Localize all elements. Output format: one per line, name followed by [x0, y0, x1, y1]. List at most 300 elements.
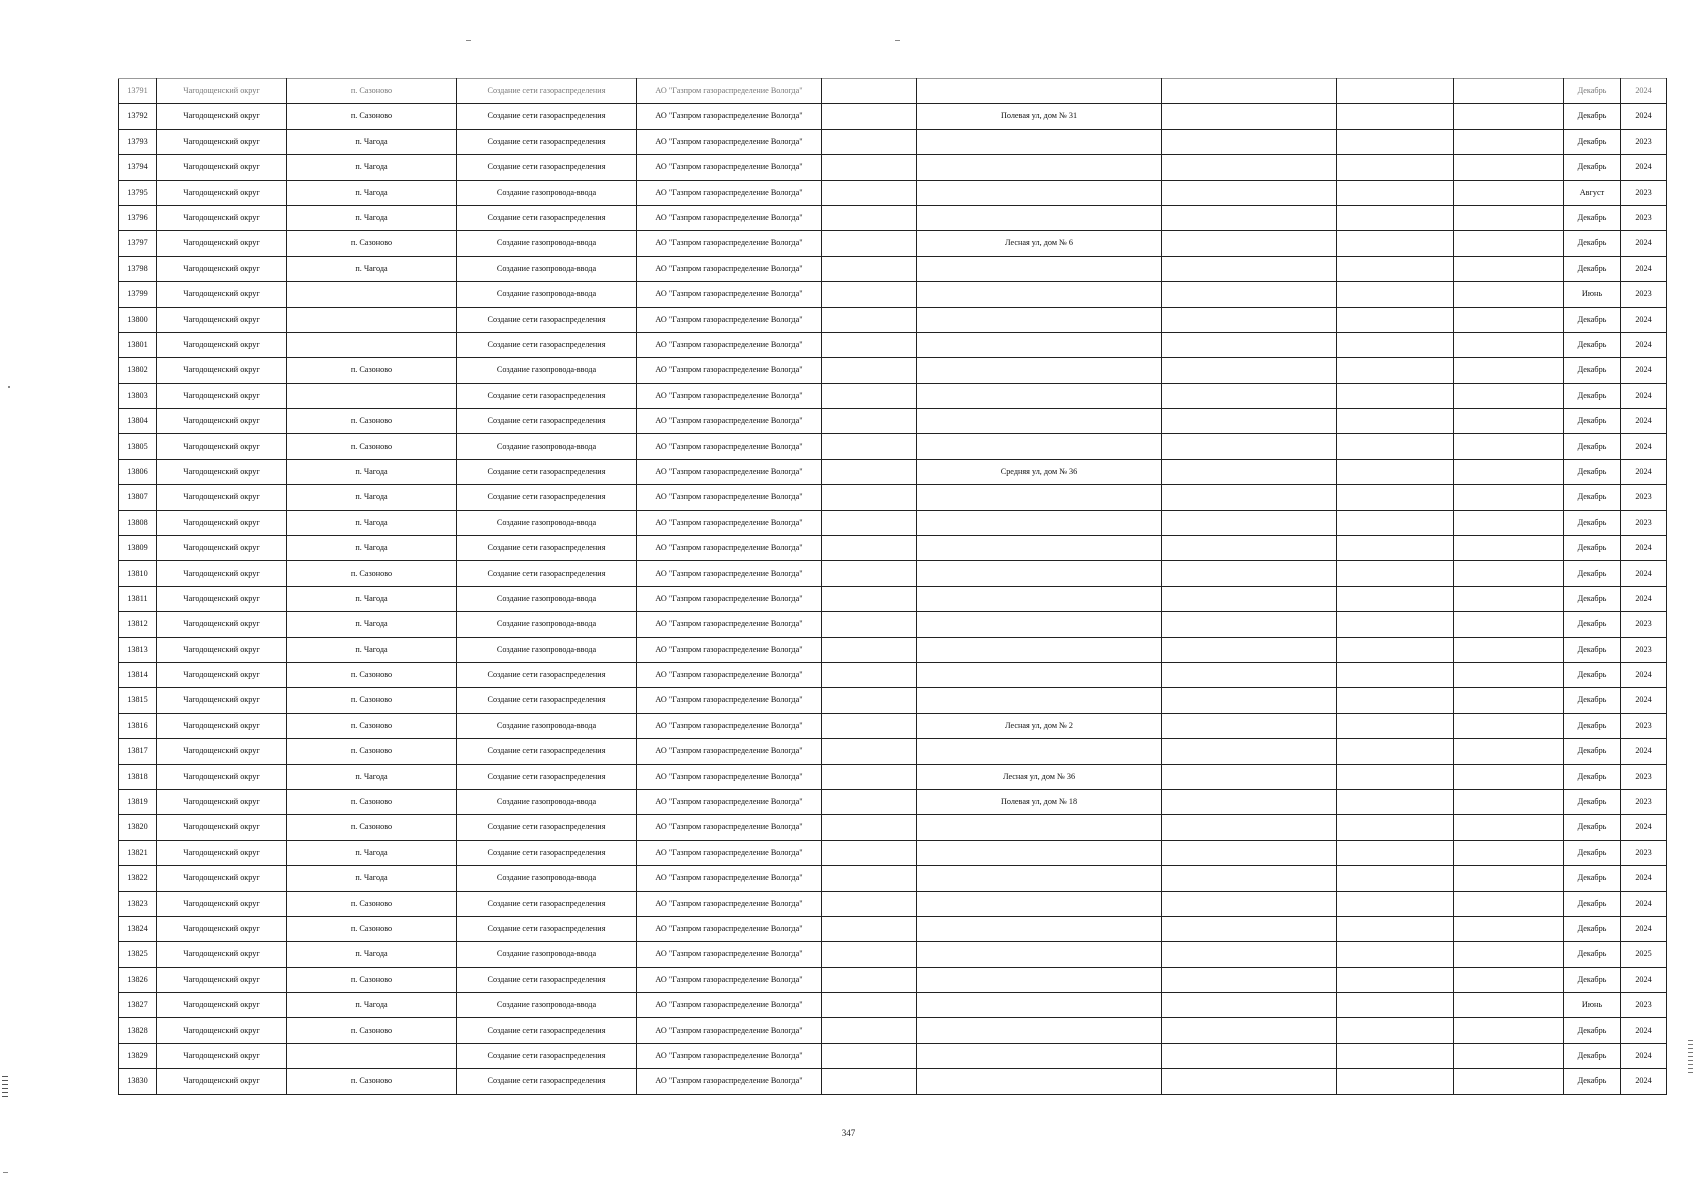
scan-edge-marks-right: [1688, 1040, 1693, 1076]
cell-district: Чагодощенский округ: [157, 713, 287, 738]
cell-district: Чагодощенский округ: [157, 282, 287, 307]
cell-blank1: [1162, 1043, 1337, 1068]
table-row: [119, 180, 1667, 205]
cell-organization: АО "Газпром газораспределение Вологда": [637, 358, 822, 383]
cell-address: [917, 155, 1162, 180]
cell-blank3: [1454, 688, 1564, 713]
cell-cadastral: [822, 459, 917, 484]
cell-blank1: [1162, 967, 1337, 992]
cell-month: Декабрь: [1564, 967, 1621, 992]
cell-address: [917, 866, 1162, 891]
cell-organization: АО "Газпром газораспределение Вологда": [637, 485, 822, 510]
cell-blank2: [1337, 155, 1454, 180]
cell-year: 2024: [1621, 256, 1667, 281]
table-row: [119, 358, 1667, 383]
cell-address: [917, 1018, 1162, 1043]
cell-no: 13821: [119, 840, 157, 865]
cell-month: Декабрь: [1564, 155, 1621, 180]
cell-blank3: [1454, 307, 1564, 332]
cell-work: Создание сети газораспределения: [457, 662, 637, 687]
cell-cadastral: [822, 205, 917, 230]
cell-no: 13806: [119, 459, 157, 484]
cell-year: 2024: [1621, 231, 1667, 256]
cell-no: 13830: [119, 1069, 157, 1094]
cell-no: 13819: [119, 789, 157, 814]
cell-address: [917, 815, 1162, 840]
cell-year: 2024: [1621, 688, 1667, 713]
cell-address: [917, 1069, 1162, 1094]
cell-blank1: [1162, 409, 1337, 434]
cell-organization: АО "Газпром газораспределение Вологда": [637, 383, 822, 408]
cell-locality: п. Сазоново: [287, 739, 457, 764]
cell-address: Лесная ул, дом № 36: [917, 764, 1162, 789]
cell-blank3: [1454, 180, 1564, 205]
cell-locality: п. Сазоново: [287, 358, 457, 383]
cell-month: Декабрь: [1564, 1018, 1621, 1043]
cell-locality: п. Чагода: [287, 866, 457, 891]
cell-blank2: [1337, 332, 1454, 357]
cell-blank3: [1454, 1043, 1564, 1068]
cell-organization: АО "Газпром газораспределение Вологда": [637, 1043, 822, 1068]
cell-locality: п. Чагода: [287, 155, 457, 180]
cell-organization: АО "Газпром газораспределение Вологда": [637, 459, 822, 484]
cell-locality: п. Чагода: [287, 942, 457, 967]
cell-organization: АО "Газпром газораспределение Вологда": [637, 789, 822, 814]
cell-blank3: [1454, 282, 1564, 307]
cell-blank2: [1337, 688, 1454, 713]
cell-district: Чагодощенский округ: [157, 104, 287, 129]
cell-district: Чагодощенский округ: [157, 1018, 287, 1043]
cell-month: Декабрь: [1564, 586, 1621, 611]
cell-blank2: [1337, 256, 1454, 281]
cell-no: 13822: [119, 866, 157, 891]
cell-year: 2024: [1621, 967, 1667, 992]
cell-district: Чагодощенский округ: [157, 155, 287, 180]
cell-blank2: [1337, 307, 1454, 332]
table-row: [119, 307, 1667, 332]
cell-locality: п. Сазоново: [287, 79, 457, 104]
cell-no: 13824: [119, 916, 157, 941]
cell-work: Создание сети газораспределения: [457, 967, 637, 992]
cell-month: Декабрь: [1564, 815, 1621, 840]
cell-month: Декабрь: [1564, 383, 1621, 408]
cell-blank3: [1454, 231, 1564, 256]
cell-no: 13814: [119, 662, 157, 687]
cell-cadastral: [822, 536, 917, 561]
cell-work: Создание газопровода-ввода: [457, 586, 637, 611]
cell-district: Чагодощенский округ: [157, 510, 287, 535]
scan-mark-top-right: [895, 40, 900, 41]
cell-blank2: [1337, 129, 1454, 154]
cell-address: [917, 739, 1162, 764]
cell-blank2: [1337, 1018, 1454, 1043]
cell-address: [917, 637, 1162, 662]
cell-month: Декабрь: [1564, 866, 1621, 891]
cell-blank3: [1454, 586, 1564, 611]
cell-blank2: [1337, 536, 1454, 561]
cell-month: Декабрь: [1564, 104, 1621, 129]
cell-no: 13800: [119, 307, 157, 332]
cell-blank2: [1337, 231, 1454, 256]
cell-blank3: [1454, 916, 1564, 941]
page-number: 347: [841, 1128, 856, 1138]
table-row: [119, 739, 1667, 764]
cell-blank2: [1337, 789, 1454, 814]
cell-year: 2023: [1621, 713, 1667, 738]
cell-locality: п. Сазоново: [287, 688, 457, 713]
cell-district: Чагодощенский округ: [157, 1043, 287, 1068]
cell-organization: АО "Газпром газораспределение Вологда": [637, 916, 822, 941]
cell-organization: АО "Газпром газораспределение Вологда": [637, 205, 822, 230]
cell-cadastral: [822, 282, 917, 307]
cell-year: 2024: [1621, 916, 1667, 941]
cell-cadastral: [822, 155, 917, 180]
cell-month: Декабрь: [1564, 739, 1621, 764]
cell-cadastral: [822, 129, 917, 154]
cell-cadastral: [822, 180, 917, 205]
cell-blank2: [1337, 586, 1454, 611]
cell-cadastral: [822, 586, 917, 611]
cell-work: Создание газопровода-ввода: [457, 637, 637, 662]
cell-address: [917, 612, 1162, 637]
cell-blank2: [1337, 840, 1454, 865]
cell-address: [917, 485, 1162, 510]
cell-organization: АО "Газпром газораспределение Вологда": [637, 307, 822, 332]
cell-year: 2024: [1621, 561, 1667, 586]
cell-organization: АО "Газпром газораспределение Вологда": [637, 256, 822, 281]
cell-blank3: [1454, 536, 1564, 561]
cell-month: Декабрь: [1564, 459, 1621, 484]
cell-year: 2023: [1621, 789, 1667, 814]
cell-no: 13798: [119, 256, 157, 281]
cell-locality: [287, 1043, 457, 1068]
cell-work: Создание сети газораспределения: [457, 205, 637, 230]
cell-blank3: [1454, 332, 1564, 357]
cell-address: [917, 916, 1162, 941]
cell-organization: АО "Газпром газораспределение Вологда": [637, 764, 822, 789]
cell-cadastral: [822, 688, 917, 713]
cell-blank2: [1337, 383, 1454, 408]
cell-organization: АО "Газпром газораспределение Вологда": [637, 104, 822, 129]
cell-district: Чагодощенский округ: [157, 739, 287, 764]
cell-locality: п. Чагода: [287, 993, 457, 1018]
cell-locality: [287, 307, 457, 332]
cell-blank3: [1454, 840, 1564, 865]
cell-locality: п. Сазоново: [287, 789, 457, 814]
cell-district: Чагодощенский округ: [157, 789, 287, 814]
cell-district: Чагодощенский округ: [157, 662, 287, 687]
cell-year: 2025: [1621, 942, 1667, 967]
cell-work: Создание сети газораспределения: [457, 383, 637, 408]
cell-address: [917, 383, 1162, 408]
cell-blank2: [1337, 713, 1454, 738]
cell-cadastral: [822, 993, 917, 1018]
cell-year: 2023: [1621, 129, 1667, 154]
cell-no: 13795: [119, 180, 157, 205]
cell-no: 13810: [119, 561, 157, 586]
cell-month: Декабрь: [1564, 942, 1621, 967]
cell-cadastral: [822, 789, 917, 814]
cell-locality: п. Сазоново: [287, 967, 457, 992]
table-row: [119, 561, 1667, 586]
cell-blank3: [1454, 256, 1564, 281]
table-row: [119, 409, 1667, 434]
cell-blank2: [1337, 866, 1454, 891]
cell-address: Средняя ул, дом № 36: [917, 459, 1162, 484]
cell-locality: п. Сазоново: [287, 662, 457, 687]
cell-cadastral: [822, 713, 917, 738]
cell-address: [917, 409, 1162, 434]
cell-blank1: [1162, 688, 1337, 713]
cell-blank1: [1162, 79, 1337, 104]
cell-blank3: [1454, 510, 1564, 535]
cell-no: 13812: [119, 612, 157, 637]
cell-month: Декабрь: [1564, 79, 1621, 104]
cell-year: 2023: [1621, 764, 1667, 789]
cell-no: 13793: [119, 129, 157, 154]
cell-cadastral: [822, 358, 917, 383]
cell-district: Чагодощенский округ: [157, 256, 287, 281]
scan-mark-left: [8, 386, 10, 388]
cell-month: Декабрь: [1564, 129, 1621, 154]
cell-blank1: [1162, 282, 1337, 307]
cell-locality: п. Сазоново: [287, 409, 457, 434]
cell-locality: п. Чагода: [287, 536, 457, 561]
cell-year: 2024: [1621, 1018, 1667, 1043]
cell-blank2: [1337, 967, 1454, 992]
cell-no: 13813: [119, 637, 157, 662]
cell-cadastral: [822, 637, 917, 662]
cell-no: 13820: [119, 815, 157, 840]
cell-district: Чагодощенский округ: [157, 1069, 287, 1094]
cell-year: 2024: [1621, 739, 1667, 764]
cell-year: 2023: [1621, 485, 1667, 510]
cell-month: Декабрь: [1564, 713, 1621, 738]
cell-district: Чагодощенский округ: [157, 637, 287, 662]
cell-blank1: [1162, 536, 1337, 561]
cell-cadastral: [822, 891, 917, 916]
cell-organization: АО "Газпром газораспределение Вологда": [637, 688, 822, 713]
cell-year: 2024: [1621, 409, 1667, 434]
cell-no: 13829: [119, 1043, 157, 1068]
cell-blank3: [1454, 129, 1564, 154]
cell-locality: п. Чагода: [287, 205, 457, 230]
cell-locality: п. Сазоново: [287, 1018, 457, 1043]
cell-year: 2024: [1621, 459, 1667, 484]
cell-blank2: [1337, 485, 1454, 510]
cell-blank1: [1162, 713, 1337, 738]
cell-organization: АО "Газпром газораспределение Вологда": [637, 993, 822, 1018]
cell-no: 13827: [119, 993, 157, 1018]
cell-year: 2024: [1621, 815, 1667, 840]
table-row: [119, 536, 1667, 561]
cell-no: 13804: [119, 409, 157, 434]
cell-work: Создание сети газораспределения: [457, 739, 637, 764]
table-row: [119, 231, 1667, 256]
cell-blank3: [1454, 205, 1564, 230]
table-row: [119, 485, 1667, 510]
cell-blank2: [1337, 104, 1454, 129]
cell-work: Создание сети газораспределения: [457, 815, 637, 840]
cell-blank2: [1337, 637, 1454, 662]
cell-cadastral: [822, 662, 917, 687]
cell-work: Создание сети газораспределения: [457, 104, 637, 129]
cell-address: [917, 967, 1162, 992]
cell-organization: АО "Газпром газораспределение Вологда": [637, 637, 822, 662]
cell-blank3: [1454, 713, 1564, 738]
cell-blank1: [1162, 993, 1337, 1018]
table-row: [119, 586, 1667, 611]
cell-locality: п. Сазоново: [287, 231, 457, 256]
cell-district: Чагодощенский округ: [157, 688, 287, 713]
cell-blank1: [1162, 510, 1337, 535]
cell-work: Создание сети газораспределения: [457, 916, 637, 941]
cell-work: Создание газопровода-ввода: [457, 612, 637, 637]
table-row: [119, 967, 1667, 992]
scan-edge-marks-left: [2, 1076, 8, 1100]
table-row: [119, 637, 1667, 662]
cell-organization: АО "Газпром газораспределение Вологда": [637, 79, 822, 104]
cell-month: Декабрь: [1564, 1069, 1621, 1094]
cell-work: Создание сети газораспределения: [457, 129, 637, 154]
cell-organization: АО "Газпром газораспределение Вологда": [637, 434, 822, 459]
cell-work: Создание сети газораспределения: [457, 561, 637, 586]
cell-address: [917, 434, 1162, 459]
table-row: [119, 256, 1667, 281]
cell-blank3: [1454, 815, 1564, 840]
cell-address: [917, 942, 1162, 967]
cell-district: Чагодощенский округ: [157, 967, 287, 992]
cell-district: Чагодощенский округ: [157, 180, 287, 205]
cell-work: Создание газопровода-ввода: [457, 358, 637, 383]
cell-blank3: [1454, 612, 1564, 637]
cell-work: Создание газопровода-ввода: [457, 713, 637, 738]
cell-month: Декабрь: [1564, 409, 1621, 434]
cell-locality: п. Чагода: [287, 637, 457, 662]
cell-year: 2023: [1621, 205, 1667, 230]
cell-district: Чагодощенский округ: [157, 840, 287, 865]
cell-year: 2023: [1621, 282, 1667, 307]
cell-locality: п. Сазоново: [287, 561, 457, 586]
cell-no: 13825: [119, 942, 157, 967]
cell-organization: АО "Газпром газораспределение Вологда": [637, 231, 822, 256]
cell-blank2: [1337, 815, 1454, 840]
cell-blank3: [1454, 155, 1564, 180]
cell-district: Чагодощенский округ: [157, 332, 287, 357]
table-row: [119, 129, 1667, 154]
cell-no: 13807: [119, 485, 157, 510]
cell-work: Создание сети газораспределения: [457, 688, 637, 713]
cell-work: Создание сети газораспределения: [457, 79, 637, 104]
cell-district: Чагодощенский округ: [157, 815, 287, 840]
cell-locality: [287, 383, 457, 408]
cell-blank3: [1454, 1018, 1564, 1043]
cell-blank2: [1337, 662, 1454, 687]
cell-locality: п. Сазоново: [287, 1069, 457, 1094]
cell-district: Чагодощенский округ: [157, 586, 287, 611]
cell-blank1: [1162, 739, 1337, 764]
cell-blank2: [1337, 282, 1454, 307]
cell-month: Декабрь: [1564, 891, 1621, 916]
table-row: [119, 789, 1667, 814]
table-row: [119, 1069, 1667, 1094]
cell-month: Декабрь: [1564, 637, 1621, 662]
cell-district: Чагодощенский округ: [157, 358, 287, 383]
cell-blank3: [1454, 79, 1564, 104]
cell-blank1: [1162, 1069, 1337, 1094]
cell-year: 2024: [1621, 1069, 1667, 1094]
cell-blank1: [1162, 764, 1337, 789]
cell-district: Чагодощенский округ: [157, 612, 287, 637]
cell-district: Чагодощенский округ: [157, 536, 287, 561]
cell-cadastral: [822, 256, 917, 281]
cell-work: Создание сети газораспределения: [457, 840, 637, 865]
cell-blank1: [1162, 586, 1337, 611]
cell-blank3: [1454, 637, 1564, 662]
cell-year: 2024: [1621, 79, 1667, 104]
cell-blank1: [1162, 180, 1337, 205]
table-row: [119, 383, 1667, 408]
table-row: [119, 155, 1667, 180]
cell-work: Создание сети газораспределения: [457, 536, 637, 561]
table-row: [119, 662, 1667, 687]
cell-district: Чагодощенский округ: [157, 866, 287, 891]
cell-blank1: [1162, 358, 1337, 383]
cell-blank3: [1454, 485, 1564, 510]
cell-year: 2024: [1621, 1043, 1667, 1068]
cell-locality: п. Сазоново: [287, 916, 457, 941]
cell-organization: АО "Газпром газораспределение Вологда": [637, 815, 822, 840]
cell-cadastral: [822, 764, 917, 789]
cell-blank1: [1162, 205, 1337, 230]
cell-address: [917, 307, 1162, 332]
cell-address: Полевая ул, дом № 18: [917, 789, 1162, 814]
cell-organization: АО "Газпром газораспределение Вологда": [637, 713, 822, 738]
cell-locality: п. Сазоново: [287, 891, 457, 916]
cell-district: Чагодощенский округ: [157, 993, 287, 1018]
cell-blank1: [1162, 840, 1337, 865]
cell-blank2: [1337, 180, 1454, 205]
cell-locality: п. Чагода: [287, 510, 457, 535]
cell-no: 13809: [119, 536, 157, 561]
cell-cadastral: [822, 1018, 917, 1043]
cell-address: [917, 561, 1162, 586]
cell-blank1: [1162, 637, 1337, 662]
cell-blank2: [1337, 993, 1454, 1018]
table-row: [119, 713, 1667, 738]
cell-blank3: [1454, 967, 1564, 992]
cell-blank2: [1337, 358, 1454, 383]
cell-locality: п. Чагода: [287, 256, 457, 281]
cell-month: Декабрь: [1564, 231, 1621, 256]
cell-month: Декабрь: [1564, 434, 1621, 459]
cell-blank2: [1337, 764, 1454, 789]
cell-organization: АО "Газпром газораспределение Вологда": [637, 1069, 822, 1094]
cell-blank2: [1337, 79, 1454, 104]
scan-mark-bottom-left: [3, 1172, 8, 1173]
cell-blank2: [1337, 942, 1454, 967]
table-row: [119, 993, 1667, 1018]
cell-district: Чагодощенский округ: [157, 916, 287, 941]
cell-cadastral: [822, 840, 917, 865]
cell-no: 13811: [119, 586, 157, 611]
cell-blank3: [1454, 789, 1564, 814]
cell-no: 13794: [119, 155, 157, 180]
cell-cadastral: [822, 332, 917, 357]
cell-work: Создание сети газораспределения: [457, 332, 637, 357]
cell-month: Декабрь: [1564, 536, 1621, 561]
cell-cadastral: [822, 307, 917, 332]
